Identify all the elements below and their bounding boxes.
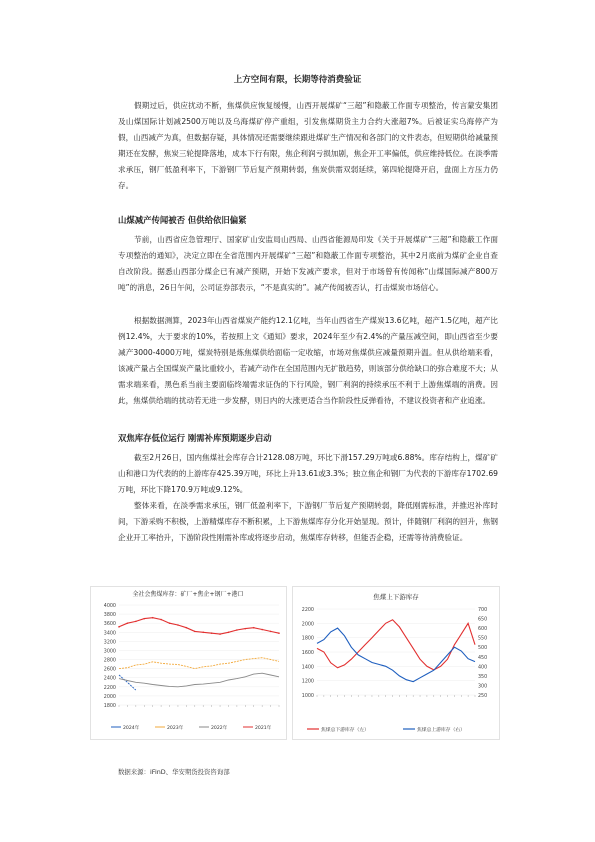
right-y-left-tick-label: 1400: [301, 665, 314, 671]
left-series-3-line: [119, 618, 279, 634]
right-y-right-tick-label: 550: [478, 636, 488, 642]
right-y-left-tick-label: 1200: [301, 679, 314, 685]
left-series-point: [253, 627, 255, 629]
left-series-point: [152, 617, 154, 619]
left-series-point: [169, 622, 171, 624]
right-legend-label: 焦煤总下游库存（左）: [321, 728, 369, 733]
right-chart: [292, 586, 500, 740]
section2-paragraph-1: 截至2月26日，国内焦煤社会库存合计2128.08万吨，环比下滑157.29万吨或6.88%。库存结构上，煤矿矿山和港口为代表的的上游库存425.39万吨，环比上升13.61或3.3%；独立焦企和钢厂为代表的下游库存1702.69万吨，环比下降170.9万吨或9.12%。: [118, 453, 498, 494]
data-source-note: 数据来源：iFinD、华安期货投资咨询部: [118, 768, 230, 776]
right-y-right-tick-label: 450: [478, 655, 488, 661]
left-series-point: [118, 626, 120, 628]
left-y-tick-label: 2400: [103, 676, 116, 682]
left-y-tick-label: 2200: [103, 685, 116, 691]
right-legend-label: 焦煤总上游库存（右）: [417, 728, 465, 733]
left-legend-label: 2023年: [167, 726, 184, 731]
right-chart-title: 焦煤上下游库存: [373, 593, 419, 601]
left-y-tick-label: 2800: [103, 658, 116, 664]
left-y-tick-label: 4000: [103, 604, 116, 609]
left-series-point: [278, 632, 280, 634]
left-series-point: [211, 632, 213, 634]
right-y-right-tick-label: 250: [478, 694, 488, 699]
section2-paragraph-2: 整体来看，在淡季需求承压，钢厂低盈利率下，下游钢厂节后复产预期转弱，降低刚需标准，并推迟补库时间，下游采购不积极，上游精煤库存不断积累，上下游焦煤库存分化开始显现。预计，伴随钢厂利润的回升，焦钢企业开工率抬升，下游阶段性刚需补库或将逐步启动，焦煤库存转移，但能否企稳，还需等待消费验证。: [118, 501, 498, 542]
left-series-point: [127, 622, 129, 624]
right-y-right-tick-label: 350: [478, 674, 488, 680]
left-y-tick-label: 3200: [103, 640, 116, 646]
left-chart-svg: [91, 587, 286, 739]
left-y-tick-label: 2600: [103, 667, 116, 673]
left-series-point: [236, 629, 238, 631]
right-y-left-tick-label: 1600: [301, 651, 314, 656]
intro-paragraph: 假期过后，供应扰动不断，焦煤供应恢复缓慢，山西开展煤矿“三超”和隐蔽工作面专项整治，传言蒙安集团及山煤国际计划减2500万吨以及乌海煤矿停产重组，引发焦煤期货主力合约大涨超7%。后被证实乌海停产为假，山西减产为真，但数据存疑，具体情况还需要继续跟进煤矿生产情况和各部门的文件表态，但短期供给减量预期还在发酵，焦炭三轮提降落地，成本下行有限，焦企利润亏损加剧，焦企开工率偏低，供应维持低位。在淡季需求承压，钢厂低盈利率下，下游钢厂节后复产预期转弱，焦炭供需双弱延续，第四轮提降开启，盘面上方压力仍存。: [118, 101, 498, 190]
left-legend-label: 2022年: [211, 726, 228, 731]
left-y-tick-label: 2000: [103, 694, 116, 700]
right-upstream-line: [317, 628, 475, 682]
left-series-point: [186, 627, 188, 629]
right-y-left-tick-label: 2200: [301, 608, 314, 613]
right-y-left-tick-label: 1000: [301, 694, 314, 699]
left-y-tick-label: 1800: [103, 704, 116, 709]
left-series-point: [219, 633, 221, 635]
left-legend-label: 2021年: [255, 726, 272, 731]
left-y-tick-label: 3800: [103, 613, 116, 619]
left-series-point: [143, 618, 145, 620]
right-y-left-tick-label: 2000: [301, 622, 314, 628]
left-series-2-line: [119, 673, 279, 687]
left-series-point: [202, 631, 204, 633]
left-series-point: [135, 621, 137, 623]
left-chart-title: 全社会焦煤库存：矿厂+焦企+钢厂+港口: [132, 591, 244, 598]
right-y-right-tick-label: 700: [478, 608, 488, 613]
right-y-right-tick-label: 650: [478, 617, 488, 623]
right-y-right-tick-label: 400: [478, 665, 488, 671]
left-series-point: [194, 631, 196, 633]
right-downstream-line: [317, 620, 475, 670]
section2-heading: 双焦库存低位运行 刚需补库预期逐步启动: [118, 433, 272, 443]
left-y-tick-label: 3600: [103, 622, 116, 628]
left-series-0-line: [119, 675, 136, 690]
section1-heading: 山煤减产传闻被否 但供给依旧偏紧: [118, 215, 247, 225]
left-series-point: [228, 631, 230, 633]
right-y-left-tick-label: 1800: [301, 636, 314, 642]
left-series-point: [245, 628, 247, 630]
left-series-point: [160, 619, 162, 621]
right-y-right-tick-label: 500: [478, 646, 488, 652]
right-y-right-tick-label: 600: [478, 627, 488, 633]
left-y-tick-label: 3400: [103, 631, 116, 637]
left-series-point: [261, 629, 263, 631]
section1-paragraph-2: 根据数据测算，2023年山西省煤炭产能约12.1亿吨，当年山西省生产煤炭13.6亿吨，超产1.5亿吨，超产比例12.4%，大于要求的10%，若按照上文《通知》要求，2024年至少有2.4%的产量压减空间，即山西省至少要减产3000-4000万吨，煤炭特别是炼焦煤供给面临一定收缩，市场对焦煤供应减量预期升温。但从供给端来看，该减产量占全国煤炭产量比重较小，若减产动作在全国范围内无扩散趋势，则该部分供给缺口的弥合难度不大；从需求端来看，黑色系当前主要面临终端需求证伪的下行风险，钢厂利润的持续承压不利于上游焦煤端的消费。因此，焦煤供给端的扰动若无进一步发酵，则日内的大涨更适合当作阶段性反弹看待，不建议投资者和产业追涨。: [118, 316, 498, 405]
left-legend-label: 2024年: [123, 726, 140, 731]
section1-paragraph-1: 节前，山西省应急管理厅、国家矿山安监局山西局、山西省能源局印发《关于开展煤矿“三超”和隐蔽工作面专项整治的通知》，决定立即在全省范围内开展煤矿“三超”和隐蔽工作面专项整治，其中2月底前为煤矿企业自查自改阶段。据悉山西部分煤企已有减产预期，开始下发减产要求，但对于市场曾有传闻称“山煤国际减产800万吨”的消息，26日午间，公司证券部表示，“不是真实的”。减产传闻被否认，打击煤炭市场信心。: [118, 235, 498, 292]
left-y-tick-label: 3000: [103, 649, 116, 655]
right-y-right-tick-label: 300: [478, 684, 488, 690]
left-chart: [90, 586, 287, 740]
left-series-point: [270, 631, 272, 633]
document-title: 上方空间有限，长期等待消费验证: [233, 75, 362, 85]
right-chart-svg: [293, 587, 499, 739]
left-series-point: [177, 624, 179, 626]
